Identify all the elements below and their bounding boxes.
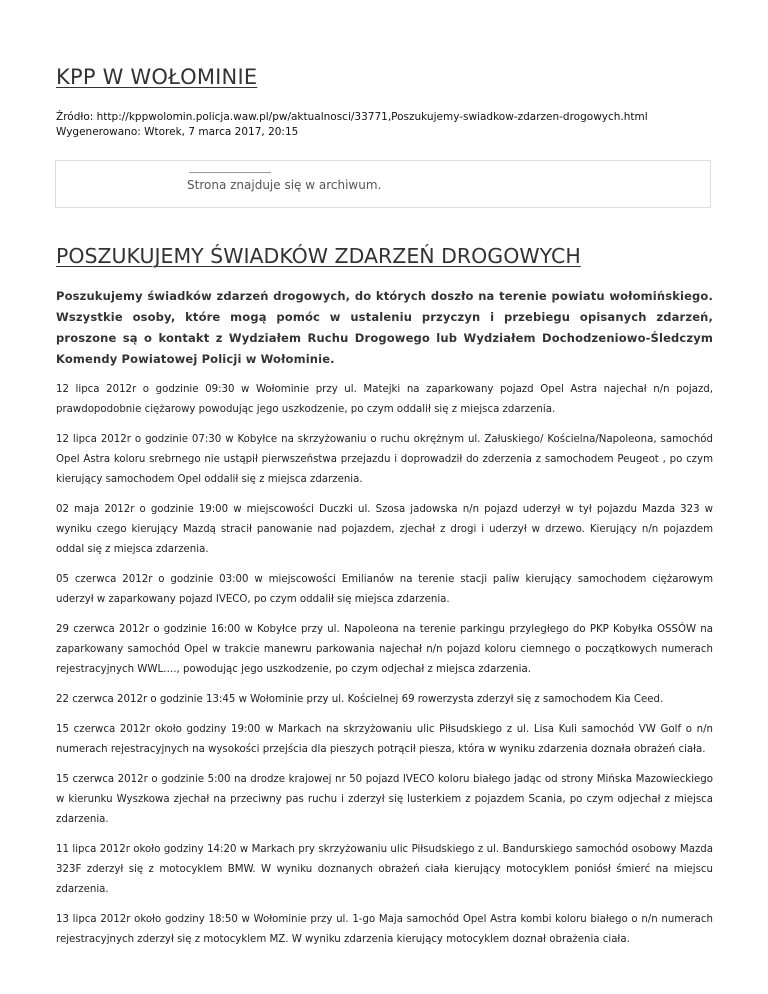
- incident-entry: 12 lipca 2012r o godzinie 09:30 w Wołominie przy ul. Matejki na zaparkowany pojazd Opel Astra najechał n/n pojazd, prawdopodobnie ciężarowy powodując jego uszkodzenie, po czym oddalił się z miejsca zdarzenia.: [56, 384, 713, 415]
- incident-entry: 22 czerwca 2012r o godzinie 13:45 w Wołominie przy ul. Kościelnej 69 rowerzysta zderzył się z samochodem Kia Ceed.: [56, 694, 664, 705]
- incident-entry: 02 maja 2012r o godzinie 19:00 w miejscowości Duczki ul. Szosa jadowska n/n pojazd uderzył w tył pojazdu Mazda 323 w wyniku czego kierujący Mazdą stracił panowanie nad pojazdem, zjechał z drogi i uderzył w drzewo. Kierujący n/n pojazdem oddal się z miejsca zdarzenia.: [56, 504, 713, 555]
- incident-entry: 05 czerwca 2012r o godzinie 03:00 w miejscowości Emilianów na terenie stacji paliw kierujący samochodem ciężarowym uderzył w zaparkowany pojazd IVECO, po czym oddalił się miejsca zdarzenia.: [56, 574, 713, 605]
- source-url: Źródło: http://kppwolomin.policja.waw.pl/pw/aktualnosci/33771,Poszukujemy-swiadkow-zdarzen-drogowych.html: [56, 111, 648, 123]
- incident-entry: 13 lipca 2012r około godziny 18:50 w Wołominie przy ul. 1-go Maja samochód Opel Astra kombi koloru białego o n/n numerach rejestracyjnych zderzył się z motocyklem MZ. W wyniku zdarzenia kierujący motocyklem doznał obrażenia ciała.: [56, 914, 713, 945]
- incident-entry: 29 czerwca 2012r o godzinie 16:00 w Kobyłce przy ul. Napoleona na terenie parkingu przyległego do PKP Kobyłka OSSÓW na zaparkowany samochód Opel w trakcie manewru parkowania najechał n/n pojazd koloru ciemnego o początkowych numerach rejestracyjnych WWL…., powodując jego uszkodzenie, po czym odjechał z miejsca zdarzenia.: [56, 624, 713, 675]
- generated-date: Wygenerowano: Wtorek, 7 marca 2017, 20:15: [56, 126, 299, 138]
- site-title[interactable]: KPP W WOŁOMINIE: [56, 65, 258, 89]
- archive-notice-box: [55, 160, 711, 208]
- incident-entry: 12 lipca 2012r o godzinie 07:30 w Kobyłce na skrzyżowaniu o ruchu okrężnym ul. Załuskiego/ Kościelna/Napoleona, samochód Opel Astra koloru srebrnego nie ustąpił pierwszeństwa przejazdu i doprowadził do zderzenia z samochodem Peugeot , po czym kierujący samochodem Opel oddalił się z miejsca zdarzenia.: [56, 434, 713, 485]
- incident-entry: 15 czerwca 2012r o godzinie 5:00 na drodze krajowej nr 50 pojazd IVECO koloru białego jadąc od strony Mińska Mazowieckiego w kierunku Wyszkowa zjechał na przeciwny pas ruchu i zderzył się lusterkiem z pojazdem Scania, po czym odjechał z miejsca zdarzenia.: [56, 774, 713, 825]
- article-title[interactable]: POSZUKUJEMY ŚWIADKÓW ZDARZEŃ DROGOWYCH: [56, 244, 581, 268]
- article-content: [56, 286, 713, 960]
- archive-notice: Strona znajduje się w archiwum.: [187, 178, 382, 192]
- article-lead: Poszukujemy świadków zdarzeń drogowych, do których doszło na terenie powiatu wołomińskiego. Wszystkie osoby, które mogą pomóc w ustaleniu przyczyn i przebiegu opisanych zdarzeń, proszone są o kontakt z Wydziałem Ruchu Drogowego lub Wydziałem Dochodzeniowo-Śledczym Komendy Powiatowej Policji w Wołominie.: [56, 289, 713, 366]
- print-meta: [56, 110, 648, 140]
- incident-entry: 11 lipca 2012r około godziny 14:20 w Markach pry skrzyżowaniu ulic Piłsudskiego z ul. Bandurskiego samochód osobowy Mazda 323F zderzył się z motocyklem BMW. W wyniku doznanych obrażeń ciała kierujący motocyklem poniósł śmierć na miejscu zdarzenia.: [56, 844, 713, 895]
- archive-divider: [189, 172, 271, 173]
- incident-entry: 15 czerwca 2012r około godziny 19:00 w Markach na skrzyżowaniu ulic Piłsudskiego z ul. Lisa Kuli samochód VW Golf o n/n numerach rejestracyjnych na wysokości przejścia dla pieszych potrącił piesza, która w wyniku zdarzenia doznała obrażeń ciała.: [56, 724, 713, 755]
